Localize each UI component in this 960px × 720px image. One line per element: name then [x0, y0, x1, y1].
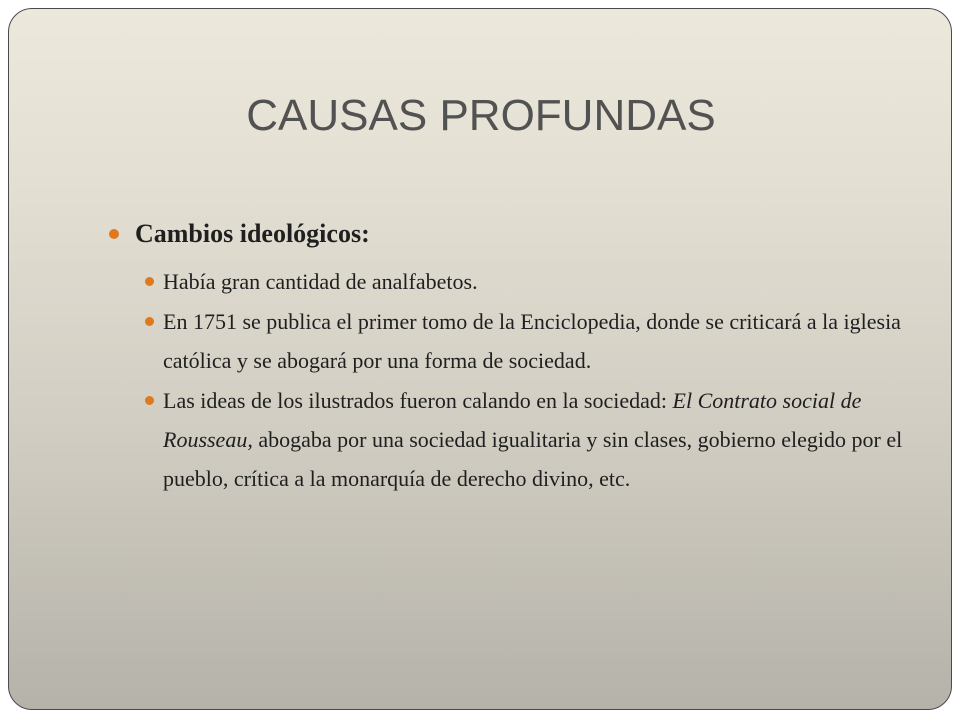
bullet-item-text-italic: El Contrato social de Rousseau, [163, 388, 862, 452]
bullet-icon [145, 277, 154, 286]
bullet-item [107, 262, 917, 301]
bullet-icon [145, 396, 154, 405]
bullet-item-text-before: Las ideas de los ilustrados fueron calando en la sociedad: [163, 388, 673, 413]
slide-content [107, 214, 917, 499]
bullet-item [107, 302, 917, 380]
bullet-item-text: En 1751 se publica el primer tomo de la Enciclopedia, donde se criticará a la iglesia católica y se abogará por una forma de sociedad. [163, 309, 901, 373]
heading-text: Cambios ideológicos: [135, 219, 370, 248]
slide-title: CAUSAS PROFUNDAS [246, 91, 716, 140]
bullet-item-text-after: abogaba por una sociedad igualitaria y sin clases, gobierno elegido por el pueblo, crítica a la monarquía de derecho divino, etc. [163, 427, 903, 491]
slide [8, 8, 952, 710]
bullet-icon [145, 317, 154, 326]
bullet-icon [109, 229, 119, 239]
bullet-item-text: Había gran cantidad de analfabetos. [163, 269, 478, 294]
bullet-heading [107, 214, 917, 254]
bullet-item [107, 381, 917, 498]
